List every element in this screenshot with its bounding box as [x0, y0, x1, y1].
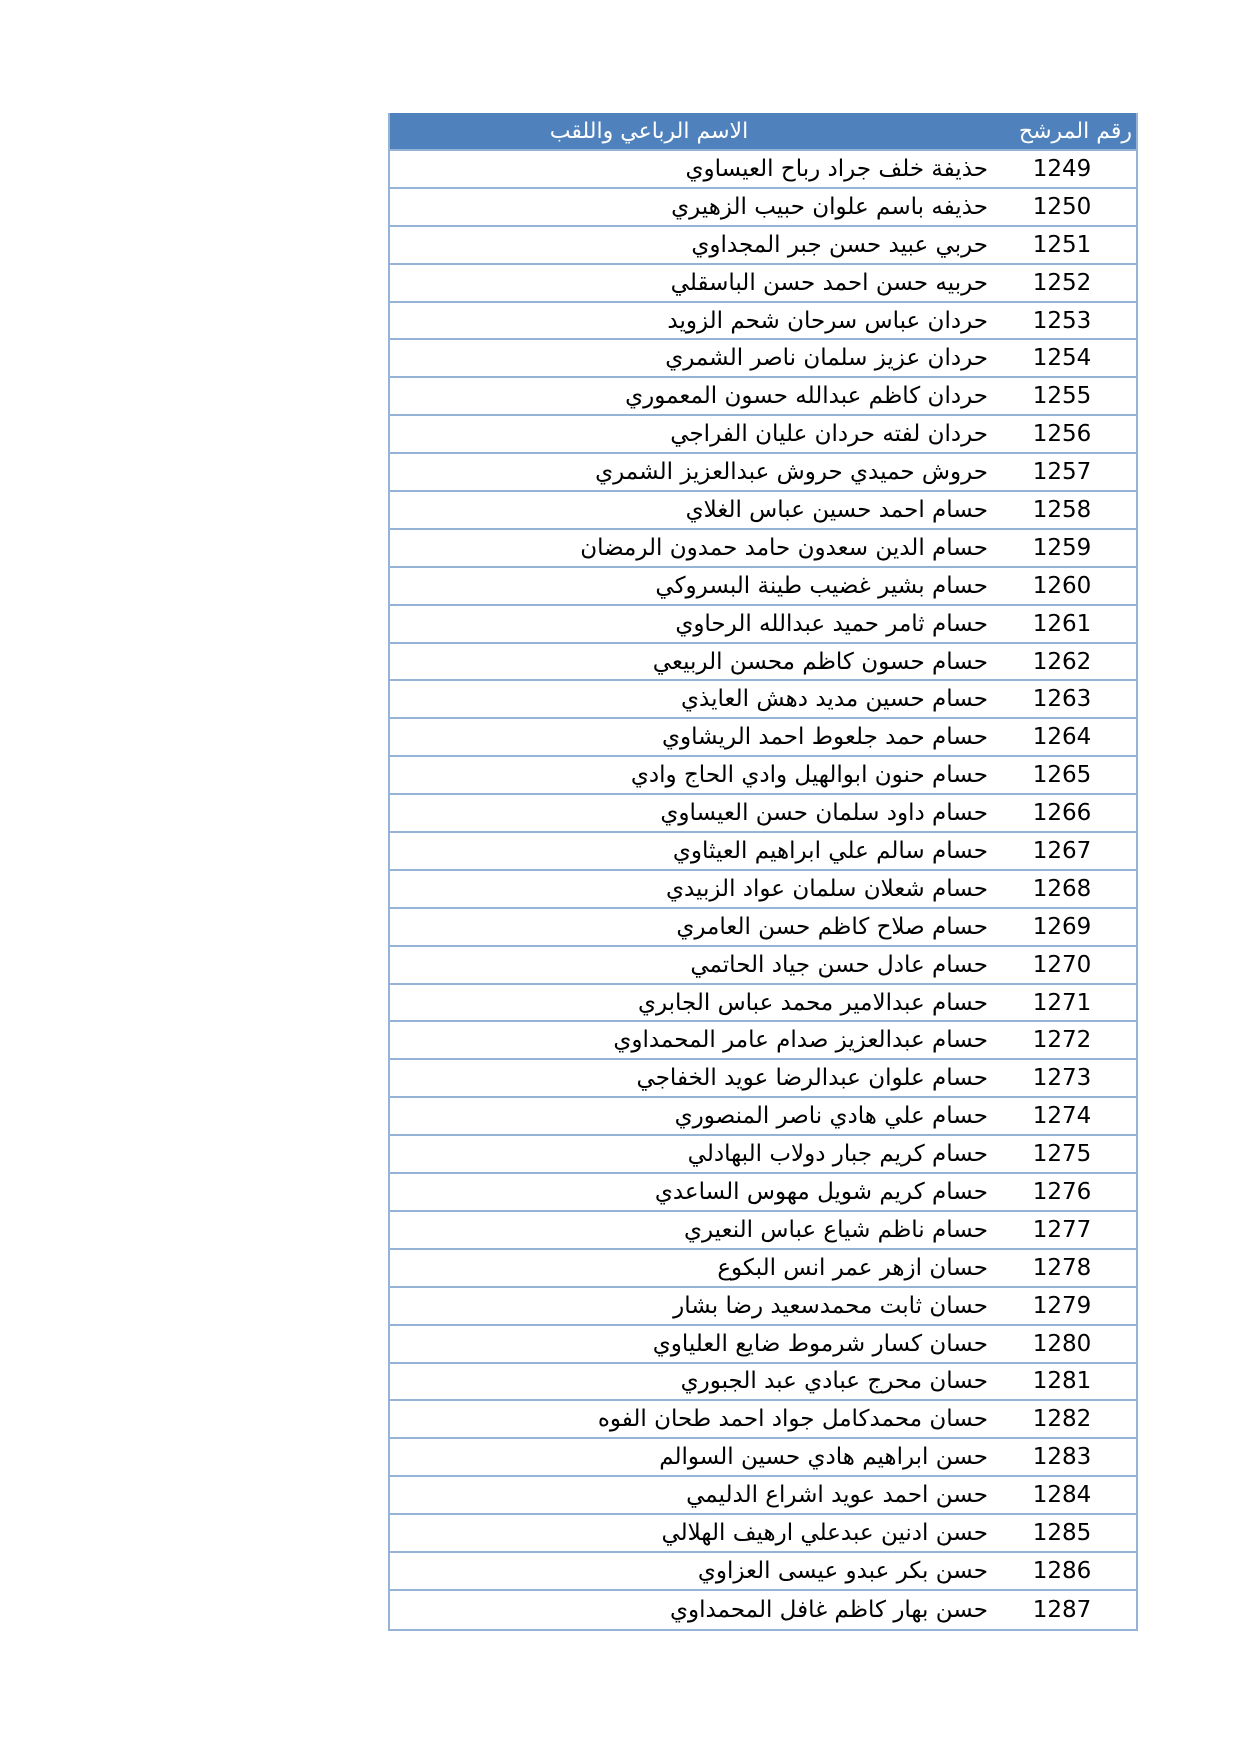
candidate-name: حسن بكر عبدو عيسى العزاوي [697, 1557, 988, 1584]
candidate-name: حسام حنون ابوالهيل وادي الحاج وادي [630, 762, 988, 789]
candidate-name: حسن ادنين عبدعلي ارهيف الهلالي [661, 1520, 988, 1546]
candidate-name: حسام داود سلمان حسن العيساوي [660, 800, 988, 827]
candidate-name: حسام صلاح كاظم حسن العامري [676, 913, 988, 940]
candidate-number: 1264 [1032, 724, 1092, 751]
table-row [390, 378, 1136, 416]
candidates-table [388, 113, 1138, 1631]
candidate-name: حسام كريم جبار دولاب البهادلي [687, 1141, 988, 1168]
candidate-name: حسان ثابت محمدسعيد رضا بشار [673, 1292, 988, 1319]
table-row [390, 795, 1136, 833]
table-row [390, 1553, 1136, 1591]
candidate-name: حسام كريم شويل مهوس الساعدي [654, 1178, 988, 1205]
candidate-number: 1266 [1032, 800, 1092, 827]
candidate-name: حروش حميدي حروش عبدالعزيز الشمري [595, 459, 988, 486]
candidate-name: حربي عبيد حسن جبر المجداوي [691, 231, 988, 258]
candidate-number: 1261 [1032, 610, 1092, 637]
candidate-name: حسام عبدالعزيز صدام عامر المحمداوي [613, 1027, 988, 1054]
table-body [390, 151, 1136, 1629]
candidate-name: حسام بشير غضيب طينة البسروكي [655, 572, 988, 599]
candidate-name: حسام علي هادي ناصر المنصوري [674, 1103, 988, 1130]
candidate-name: حسام ناظم شياع عباس النعيري [683, 1216, 988, 1243]
candidate-number: 1250 [1032, 193, 1092, 220]
candidate-name: حردان لفته حردان عليان الفراجي [670, 421, 988, 448]
candidate-number: 1253 [1032, 307, 1092, 334]
table-row [390, 909, 1136, 947]
candidate-number: 1273 [1032, 1065, 1092, 1092]
candidate-number: 1283 [1032, 1444, 1092, 1471]
candidate-number: 1260 [1032, 572, 1092, 599]
candidate-name: حسام حمد جلعوط احمد الريشاوي [662, 724, 988, 751]
table-row [390, 530, 1136, 568]
table-row [390, 1136, 1136, 1174]
table-row [390, 985, 1136, 1023]
table-row [390, 1326, 1136, 1364]
candidate-number: 1276 [1032, 1178, 1092, 1205]
table-row [390, 492, 1136, 530]
table-row [390, 1250, 1136, 1288]
table-row [390, 1288, 1136, 1326]
candidate-name: حردان كاظم عبدالله حسون المعموري [625, 383, 988, 410]
candidate-number: 1269 [1032, 913, 1092, 940]
candidate-name: حسان ازهر عمر انس البكوع [717, 1254, 988, 1281]
candidate-number: 1284 [1032, 1482, 1092, 1509]
candidate-number: 1268 [1032, 875, 1092, 902]
candidate-number: 1252 [1032, 269, 1092, 296]
table-row [390, 606, 1136, 644]
candidate-number: 1282 [1032, 1406, 1092, 1433]
candidate-number: 1287 [1032, 1596, 1092, 1623]
candidate-name: حسام سالم علي ابراهيم العيثاوي [672, 837, 988, 864]
header-name: الاسم الرباعي واللقب [549, 118, 749, 144]
candidate-name: حسام حسين مديد دهش العايذي [681, 686, 988, 713]
candidate-number: 1258 [1032, 496, 1092, 523]
table-row [390, 265, 1136, 303]
table-row [390, 681, 1136, 719]
candidate-name: حسان محرج عبادي عبد الجبوري [680, 1368, 988, 1395]
table-header [390, 113, 1136, 151]
candidate-name: حسام الدين سعدون حامد حمدون الرمضان [580, 534, 988, 561]
candidate-name: حسام عبدالامير محمد عباس الجابري [637, 989, 988, 1016]
table-row [390, 719, 1136, 757]
candidate-number: 1267 [1032, 837, 1092, 864]
table-row [390, 416, 1136, 454]
table-row [390, 189, 1136, 227]
table-row [390, 454, 1136, 492]
candidate-number: 1272 [1032, 1027, 1092, 1054]
candidate-number: 1271 [1032, 989, 1092, 1016]
candidate-number: 1275 [1032, 1141, 1092, 1168]
candidate-number: 1281 [1032, 1368, 1092, 1395]
table-row [390, 1439, 1136, 1477]
table-row [390, 227, 1136, 265]
candidate-name: حسام ثامر حميد عبدالله الرحاوي [675, 610, 988, 637]
candidate-number: 1278 [1032, 1254, 1092, 1281]
candidate-number: 1259 [1032, 534, 1092, 561]
candidate-name: حسام شعلان سلمان عواد الزبيدي [665, 875, 988, 902]
table-row [390, 1515, 1136, 1553]
table-row [390, 1098, 1136, 1136]
candidate-number: 1279 [1032, 1292, 1092, 1319]
candidate-number: 1270 [1032, 951, 1092, 978]
candidate-number: 1251 [1032, 231, 1092, 258]
candidate-number: 1263 [1032, 686, 1092, 713]
candidate-number: 1249 [1032, 155, 1092, 182]
candidate-number: 1274 [1032, 1103, 1092, 1130]
candidate-name: حسان محمدكامل جواد احمد طحان الفوه [597, 1406, 988, 1433]
table-row [390, 833, 1136, 871]
table-row [390, 1477, 1136, 1515]
candidate-number: 1280 [1032, 1330, 1092, 1357]
table-row [390, 1060, 1136, 1098]
candidate-name: حردان عباس سرحان شحم الزويد [667, 307, 988, 334]
table-row [390, 151, 1136, 189]
table-row [390, 568, 1136, 606]
candidate-number: 1277 [1032, 1216, 1092, 1243]
table-row [390, 644, 1136, 682]
table-row [390, 1212, 1136, 1250]
table-row [390, 303, 1136, 341]
candidate-name: حسن احمد عويد اشراع الدليمي [686, 1482, 988, 1509]
candidate-name: حسام حسون كاظم محسن الربيعي [652, 648, 988, 675]
table-row [390, 871, 1136, 909]
candidate-name: حسن بهار كاظم غافل المحمداوي [669, 1596, 988, 1623]
header-number: رقم المرشح [1018, 118, 1132, 144]
candidate-number: 1265 [1032, 762, 1092, 789]
candidate-number: 1257 [1032, 459, 1092, 486]
candidate-number: 1254 [1032, 345, 1092, 372]
candidate-name: حسن ابراهيم هادي حسين السوالم [659, 1444, 988, 1471]
candidate-name: حذيفه باسم علوان حبيب الزهيري [671, 193, 988, 220]
candidate-name: حسام علوان عبدالرضا عويد الخفاجي [636, 1065, 988, 1092]
candidate-number: 1255 [1032, 383, 1092, 410]
candidate-name: حسام عادل حسن جياد الحاتمي [690, 951, 988, 978]
candidate-name: حسان كسار شرموط ضايع العلياوي [652, 1330, 988, 1357]
candidate-number: 1285 [1032, 1520, 1092, 1546]
table-row [390, 1591, 1136, 1629]
candidate-number: 1286 [1032, 1557, 1092, 1584]
table-row [390, 1174, 1136, 1212]
table-row [390, 1022, 1136, 1060]
table-row [390, 1401, 1136, 1439]
candidate-name: حربيه حسن احمد حسن الباسقلي [670, 269, 988, 296]
candidate-name: حردان عزيز سلمان ناصر الشمري [665, 345, 988, 372]
candidate-name: حذيفة خلف جراد رباح العيساوي [685, 155, 988, 182]
candidate-number: 1262 [1032, 648, 1092, 675]
candidate-number: 1256 [1032, 421, 1092, 448]
table-row [390, 340, 1136, 378]
candidate-name: حسام احمد حسين عباس الغلاي [685, 496, 988, 523]
table-row [390, 1364, 1136, 1402]
table-row [390, 757, 1136, 795]
table-row [390, 947, 1136, 985]
